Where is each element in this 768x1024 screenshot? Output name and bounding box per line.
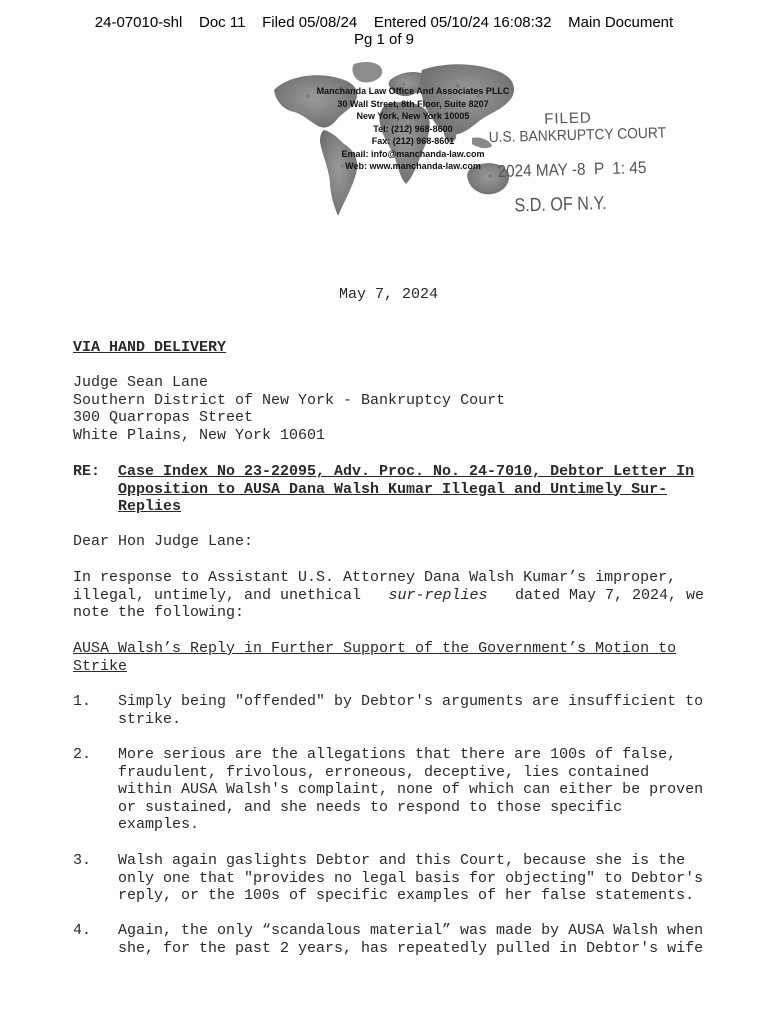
firm-name: Manchanda Law Office And Associates PLLC (316, 86, 510, 96)
re-subject-line2: Opposition to AUSA Dana Walsh Kumar Illegal and Untimely Sur- (118, 480, 668, 498)
intro-line2 (73, 587, 704, 605)
court-filing-header (0, 14, 768, 48)
stamp-filed: FILED (544, 109, 592, 128)
re-subject-line1: Case Index No 23-22095, Adv. Proc. No. 24-7010, Debtor Letter In (118, 463, 695, 480)
firm-address-line2: New York, New York 10005 (356, 111, 470, 121)
item-3-number: 3. (73, 852, 92, 869)
list-item-line: fraudulent, frivolous, erroneous, deceptive, lies contained (118, 763, 650, 781)
list-item-line: Simply being "offended" by Debtor's arguments are insufficient to (118, 693, 704, 710)
firm-telephone: Tel: (212) 968-8600 (373, 123, 453, 134)
stamp-district: S.D. OF N.Y. (514, 193, 607, 217)
section-heading-line1: AUSA Walsh’s Reply in Further Support of the Government’s Motion to (73, 640, 677, 657)
recipient-court: Southern District of New York - Bankruptcy Court (73, 391, 506, 409)
list-item-line: strike. (118, 710, 182, 728)
list-item-line: reply, or the 100s of specific examples of her false statements. (118, 887, 695, 904)
re-subject-line3: Replies (118, 498, 182, 515)
list-item-line: More serious are the allegations that there are 100s of false, (118, 746, 677, 763)
letter-date: May 7, 2024 (339, 286, 439, 303)
list-item-line: examples. (118, 816, 200, 833)
recipient-block (73, 374, 505, 444)
list-item-line: Walsh again gaslights Debtor and this Court, because she is the (118, 852, 686, 869)
item-2-number: 2. (73, 746, 92, 763)
re-subject (118, 463, 704, 516)
item-1-text (118, 693, 704, 728)
recipient-name: Judge Sean Lane (73, 374, 209, 391)
intro-paragraph (73, 569, 704, 622)
list-item-line: or sustained, and she needs to respond to those specific (118, 798, 623, 816)
salutation: Dear Hon Judge Lane: (73, 533, 254, 550)
item-4-number: 4. (73, 922, 92, 939)
delivery-method: VIA HAND DELIVERY (73, 339, 227, 356)
item-2-text (118, 746, 704, 834)
item-3-text (118, 852, 704, 905)
intro-line1: In response to Assistant U.S. Attorney Dana Walsh Kumar’s improper, (73, 569, 677, 586)
stamp-datetime: 2024 MAY -8 P 1: 45 (497, 158, 647, 181)
recipient-street: 300 Quarropas Street (73, 409, 254, 426)
list-item-line: within AUSA Walsh's complaint, none of which can either be proven (118, 781, 704, 798)
re-label: RE: (73, 463, 101, 480)
list-item-line: only one that "provides no legal basis for objecting" to Debtor's (118, 869, 704, 887)
stamp-court: U.S. BANKRUPTCY COURT (488, 124, 667, 147)
intro-sur-replies: sur-replies (388, 586, 488, 604)
intro-line3: note the following: (73, 604, 245, 621)
intro-line2-end: dated May 7, 2024, we (505, 586, 704, 604)
firm-address-line1: 30 Wall Street, 8th Floor, Suite 8207 (337, 98, 489, 109)
recipient-city: White Plains, New York 10601 (73, 426, 326, 444)
page-count: Pg 1 of 9 (353, 31, 415, 48)
firm-email: Email: info@manchanda-law.com (341, 148, 485, 159)
item-4-text (118, 922, 704, 957)
intro-line2-start: illegal, untimely, and unethical (73, 586, 371, 604)
list-item-line: Again, the only “scandalous material” was made by AUSA Walsh when (118, 922, 704, 939)
firm-website: Web: www.manchanda-law.com (345, 161, 481, 171)
item-1-number: 1. (73, 693, 92, 710)
section-heading (73, 640, 704, 675)
section-heading-line2: Strike (73, 657, 128, 675)
list-item-line: she, for the past 2 years, has repeatedly pulled in Debtor's wife (118, 939, 704, 957)
firm-fax: Fax: (212) 968-8601 (371, 136, 455, 146)
filing-info-line: 24-07010-shl Doc 11 Filed 05/08/24 Entered 05/10/24 16:08:32 Main Document (94, 14, 674, 31)
